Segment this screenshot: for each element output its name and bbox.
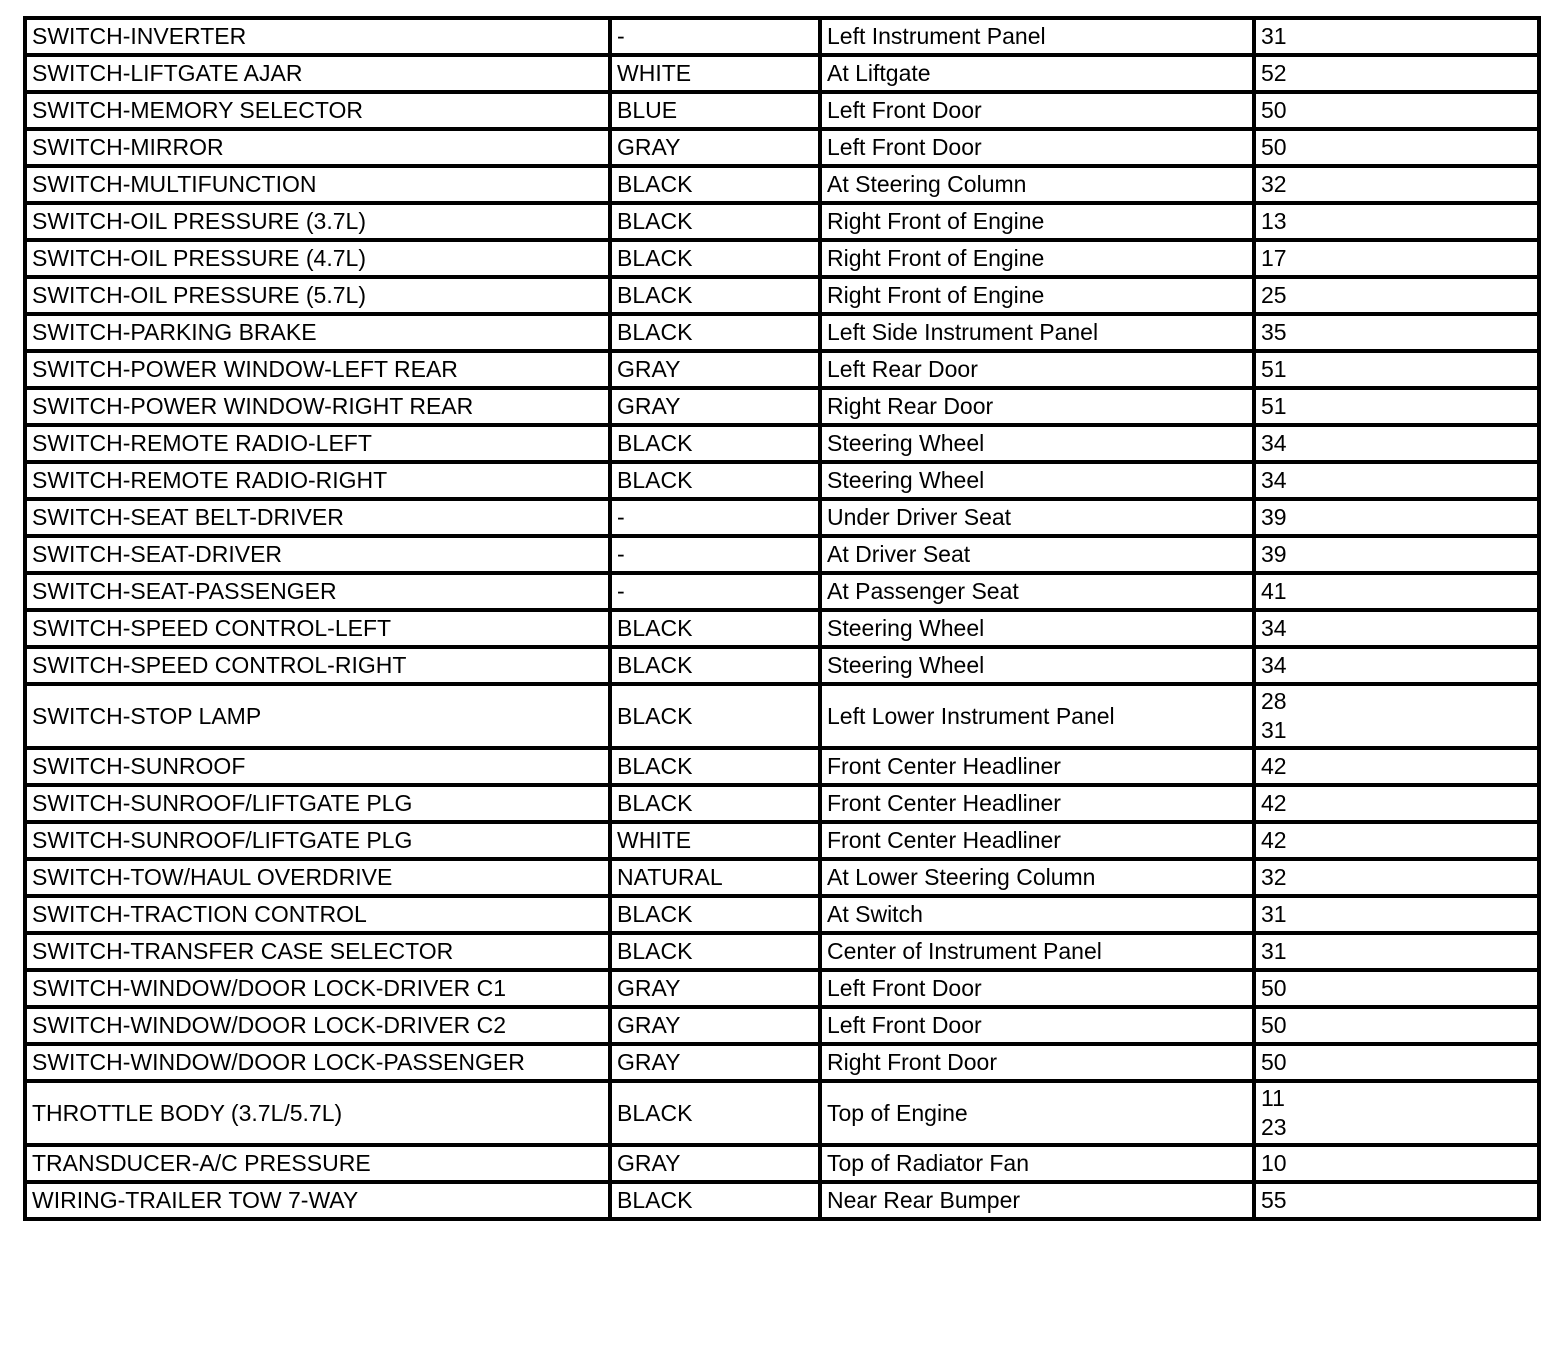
connector-figure-cell — [1254, 970, 1539, 1007]
connector-figure-cell — [1254, 314, 1539, 351]
table-row — [25, 240, 1539, 277]
connector-location-cell: Right Front of Engine — [820, 277, 1254, 314]
table-row — [25, 388, 1539, 425]
connector-color-cell: - — [610, 18, 820, 55]
connector-name-cell: SWITCH-OIL PRESSURE (4.7L) — [25, 240, 610, 277]
connector-figure-cell — [1254, 573, 1539, 610]
figure-number: 42 — [1261, 753, 1287, 779]
connector-name-cell: SWITCH-PARKING BRAKE — [25, 314, 610, 351]
table-row — [25, 314, 1539, 351]
connector-name-cell: SWITCH-POWER WINDOW-RIGHT REAR — [25, 388, 610, 425]
figure-number: 52 — [1261, 60, 1287, 86]
connector-color-cell: NATURAL — [610, 859, 820, 896]
connector-figure-cell — [1254, 684, 1539, 748]
connector-color-cell: GRAY — [610, 1145, 820, 1182]
table-row — [25, 933, 1539, 970]
connector-location-cell: Front Center Headliner — [820, 785, 1254, 822]
figure-number: 42 — [1261, 790, 1287, 816]
connector-name-cell: SWITCH-POWER WINDOW-LEFT REAR — [25, 351, 610, 388]
connector-name-cell: TRANSDUCER-A/C PRESSURE — [25, 1145, 610, 1182]
connector-figure-cell — [1254, 859, 1539, 896]
connector-color-cell: BLACK — [610, 785, 820, 822]
figure-number: 41 — [1261, 578, 1287, 604]
connector-color-cell: GRAY — [610, 129, 820, 166]
connector-figure-cell — [1254, 1145, 1539, 1182]
figure-number: 34 — [1261, 467, 1287, 493]
table-row — [25, 1044, 1539, 1081]
connector-name-cell: SWITCH-SUNROOF — [25, 748, 610, 785]
table-row — [25, 499, 1539, 536]
connector-location-cell: Steering Wheel — [820, 610, 1254, 647]
table-row — [25, 1081, 1539, 1145]
table-row — [25, 166, 1539, 203]
figure-number: 42 — [1261, 827, 1287, 853]
connector-location-cell: Right Front of Engine — [820, 240, 1254, 277]
figure-number: 31 — [1261, 938, 1287, 964]
connector-location-cell: Under Driver Seat — [820, 499, 1254, 536]
table-row — [25, 822, 1539, 859]
connector-location-cell: Right Front Door — [820, 1044, 1254, 1081]
connector-figure-cell — [1254, 462, 1539, 499]
figure-number: 23 — [1261, 1114, 1287, 1140]
connector-color-cell: BLACK — [610, 166, 820, 203]
figure-number: 25 — [1261, 282, 1287, 308]
connector-color-cell: BLACK — [610, 610, 820, 647]
connector-location-cell: Left Rear Door — [820, 351, 1254, 388]
connector-name-cell: SWITCH-SEAT-PASSENGER — [25, 573, 610, 610]
connector-name-cell: SWITCH-OIL PRESSURE (5.7L) — [25, 277, 610, 314]
figure-number: 34 — [1261, 430, 1287, 456]
connector-location-cell: Top of Engine — [820, 1081, 1254, 1145]
connector-location-cell: Left Front Door — [820, 129, 1254, 166]
connector-location-cell: Steering Wheel — [820, 647, 1254, 684]
figure-number: 28 — [1261, 688, 1287, 714]
figure-number: 31 — [1261, 901, 1287, 927]
connector-location-cell: Left Front Door — [820, 970, 1254, 1007]
connector-name-cell: SWITCH-MEMORY SELECTOR — [25, 92, 610, 129]
figure-number: 10 — [1261, 1150, 1287, 1176]
connector-location-cell: Front Center Headliner — [820, 822, 1254, 859]
connector-color-cell: BLACK — [610, 425, 820, 462]
figure-number: 31 — [1261, 23, 1287, 49]
table-row — [25, 18, 1539, 55]
connector-location-cell: At Switch — [820, 896, 1254, 933]
connector-name-cell: SWITCH-WINDOW/DOOR LOCK-PASSENGER — [25, 1044, 610, 1081]
connector-color-cell: BLACK — [610, 1182, 820, 1219]
table-row — [25, 785, 1539, 822]
connector-color-cell: GRAY — [610, 388, 820, 425]
connector-figure-cell — [1254, 388, 1539, 425]
connector-figure-cell — [1254, 536, 1539, 573]
figure-number: 13 — [1261, 208, 1287, 234]
connector-color-cell: BLACK — [610, 647, 820, 684]
figure-number: 32 — [1261, 864, 1287, 890]
connector-color-cell: BLACK — [610, 462, 820, 499]
connector-color-cell: - — [610, 536, 820, 573]
connector-location-cell: At Steering Column — [820, 166, 1254, 203]
table-row — [25, 536, 1539, 573]
connector-name-cell: WIRING-TRAILER TOW 7-WAY — [25, 1182, 610, 1219]
table-row — [25, 462, 1539, 499]
connector-color-cell: WHITE — [610, 822, 820, 859]
connector-name-cell: SWITCH-TRANSFER CASE SELECTOR — [25, 933, 610, 970]
connector-color-cell: WHITE — [610, 55, 820, 92]
connector-name-cell: THROTTLE BODY (3.7L/5.7L) — [25, 1081, 610, 1145]
connector-name-cell: SWITCH-INVERTER — [25, 18, 610, 55]
connector-figure-cell — [1254, 1081, 1539, 1145]
connector-figure-cell — [1254, 1007, 1539, 1044]
figure-number: 34 — [1261, 615, 1287, 641]
connector-name-cell: SWITCH-SUNROOF/LIFTGATE PLG — [25, 785, 610, 822]
connector-figure-cell — [1254, 610, 1539, 647]
connector-table — [23, 16, 1541, 1221]
connector-figure-cell — [1254, 92, 1539, 129]
connector-location-cell: Left Front Door — [820, 92, 1254, 129]
connector-color-cell: GRAY — [610, 1007, 820, 1044]
table-row — [25, 684, 1539, 748]
connector-name-cell: SWITCH-MULTIFUNCTION — [25, 166, 610, 203]
connector-location-cell: Front Center Headliner — [820, 748, 1254, 785]
figure-number: 51 — [1261, 356, 1287, 382]
connector-figure-cell — [1254, 896, 1539, 933]
figure-number: 50 — [1261, 97, 1287, 123]
connector-color-cell: GRAY — [610, 1044, 820, 1081]
connector-color-cell: BLACK — [610, 933, 820, 970]
connector-figure-cell — [1254, 647, 1539, 684]
connector-name-cell: SWITCH-TOW/HAUL OVERDRIVE — [25, 859, 610, 896]
connector-name-cell: SWITCH-REMOTE RADIO-RIGHT — [25, 462, 610, 499]
connector-figure-cell — [1254, 18, 1539, 55]
connector-location-cell: Left Side Instrument Panel — [820, 314, 1254, 351]
connector-name-cell: SWITCH-STOP LAMP — [25, 684, 610, 748]
connector-location-cell: Left Front Door — [820, 1007, 1254, 1044]
connector-color-cell: GRAY — [610, 351, 820, 388]
connector-figure-cell — [1254, 166, 1539, 203]
connector-color-cell: - — [610, 499, 820, 536]
connector-name-cell: SWITCH-REMOTE RADIO-LEFT — [25, 425, 610, 462]
connector-color-cell: BLACK — [610, 748, 820, 785]
connector-location-cell: Steering Wheel — [820, 462, 1254, 499]
table-row — [25, 277, 1539, 314]
connector-name-cell: SWITCH-OIL PRESSURE (3.7L) — [25, 203, 610, 240]
table-row — [25, 573, 1539, 610]
figure-number: 55 — [1261, 1187, 1287, 1213]
connector-location-cell: At Lower Steering Column — [820, 859, 1254, 896]
connector-location-cell: At Liftgate — [820, 55, 1254, 92]
connector-location-cell: Steering Wheel — [820, 425, 1254, 462]
figure-number: 31 — [1261, 717, 1287, 743]
table-row — [25, 970, 1539, 1007]
figure-number: 51 — [1261, 393, 1287, 419]
table-row — [25, 748, 1539, 785]
connector-name-cell: SWITCH-WINDOW/DOOR LOCK-DRIVER C1 — [25, 970, 610, 1007]
figure-number: 50 — [1261, 1049, 1287, 1075]
figure-number: 50 — [1261, 975, 1287, 1001]
connector-figure-cell — [1254, 748, 1539, 785]
figure-number: 35 — [1261, 319, 1287, 345]
connector-figure-cell — [1254, 277, 1539, 314]
connector-color-cell: BLACK — [610, 896, 820, 933]
connector-figure-cell — [1254, 129, 1539, 166]
connector-color-cell: BLACK — [610, 240, 820, 277]
connector-location-cell: Center of Instrument Panel — [820, 933, 1254, 970]
table-row — [25, 859, 1539, 896]
connector-name-cell: SWITCH-SEAT BELT-DRIVER — [25, 499, 610, 536]
figure-number: 39 — [1261, 504, 1287, 530]
table-row — [25, 425, 1539, 462]
connector-color-cell: BLUE — [610, 92, 820, 129]
connector-figure-cell — [1254, 351, 1539, 388]
connector-figure-cell — [1254, 785, 1539, 822]
connector-figure-cell — [1254, 499, 1539, 536]
table-row — [25, 1182, 1539, 1219]
connector-name-cell: SWITCH-SPEED CONTROL-LEFT — [25, 610, 610, 647]
table-row — [25, 1145, 1539, 1182]
table-row — [25, 896, 1539, 933]
connector-location-cell: Left Lower Instrument Panel — [820, 684, 1254, 748]
table-row — [25, 610, 1539, 647]
connector-color-cell: BLACK — [610, 1081, 820, 1145]
connector-color-cell: BLACK — [610, 203, 820, 240]
connector-figure-cell — [1254, 1044, 1539, 1081]
connector-name-cell: SWITCH-WINDOW/DOOR LOCK-DRIVER C2 — [25, 1007, 610, 1044]
connector-name-cell: SWITCH-LIFTGATE AJAR — [25, 55, 610, 92]
figure-number: 50 — [1261, 134, 1287, 160]
connector-color-cell: BLACK — [610, 277, 820, 314]
connector-location-cell: At Driver Seat — [820, 536, 1254, 573]
table-row — [25, 647, 1539, 684]
figure-number: 34 — [1261, 652, 1287, 678]
connector-figure-cell — [1254, 55, 1539, 92]
connector-figure-cell — [1254, 240, 1539, 277]
table-row — [25, 351, 1539, 388]
connector-color-cell: BLACK — [610, 314, 820, 351]
connector-location-cell: Near Rear Bumper — [820, 1182, 1254, 1219]
connector-name-cell: SWITCH-TRACTION CONTROL — [25, 896, 610, 933]
figure-number: 11 — [1261, 1085, 1285, 1111]
table-row — [25, 1007, 1539, 1044]
connector-location-cell: Right Rear Door — [820, 388, 1254, 425]
connector-figure-cell — [1254, 822, 1539, 859]
table-row — [25, 203, 1539, 240]
connector-figure-cell — [1254, 933, 1539, 970]
figure-number: 32 — [1261, 171, 1287, 197]
connector-figure-cell — [1254, 425, 1539, 462]
table-row — [25, 92, 1539, 129]
connector-name-cell: SWITCH-SPEED CONTROL-RIGHT — [25, 647, 610, 684]
figure-number: 17 — [1261, 245, 1287, 271]
connector-color-cell: - — [610, 573, 820, 610]
table-row — [25, 55, 1539, 92]
figure-number: 39 — [1261, 541, 1287, 567]
figure-number: 50 — [1261, 1012, 1287, 1038]
connector-color-cell: GRAY — [610, 970, 820, 1007]
connector-color-cell: BLACK — [610, 684, 820, 748]
connector-figure-cell — [1254, 1182, 1539, 1219]
connector-table-body — [25, 18, 1539, 1219]
connector-figure-cell — [1254, 203, 1539, 240]
connector-location-cell: Left Instrument Panel — [820, 18, 1254, 55]
connector-name-cell: SWITCH-MIRROR — [25, 129, 610, 166]
connector-location-cell: Top of Radiator Fan — [820, 1145, 1254, 1182]
connector-name-cell: SWITCH-SUNROOF/LIFTGATE PLG — [25, 822, 610, 859]
table-row — [25, 129, 1539, 166]
connector-location-cell: At Passenger Seat — [820, 573, 1254, 610]
connector-location-cell: Right Front of Engine — [820, 203, 1254, 240]
connector-name-cell: SWITCH-SEAT-DRIVER — [25, 536, 610, 573]
